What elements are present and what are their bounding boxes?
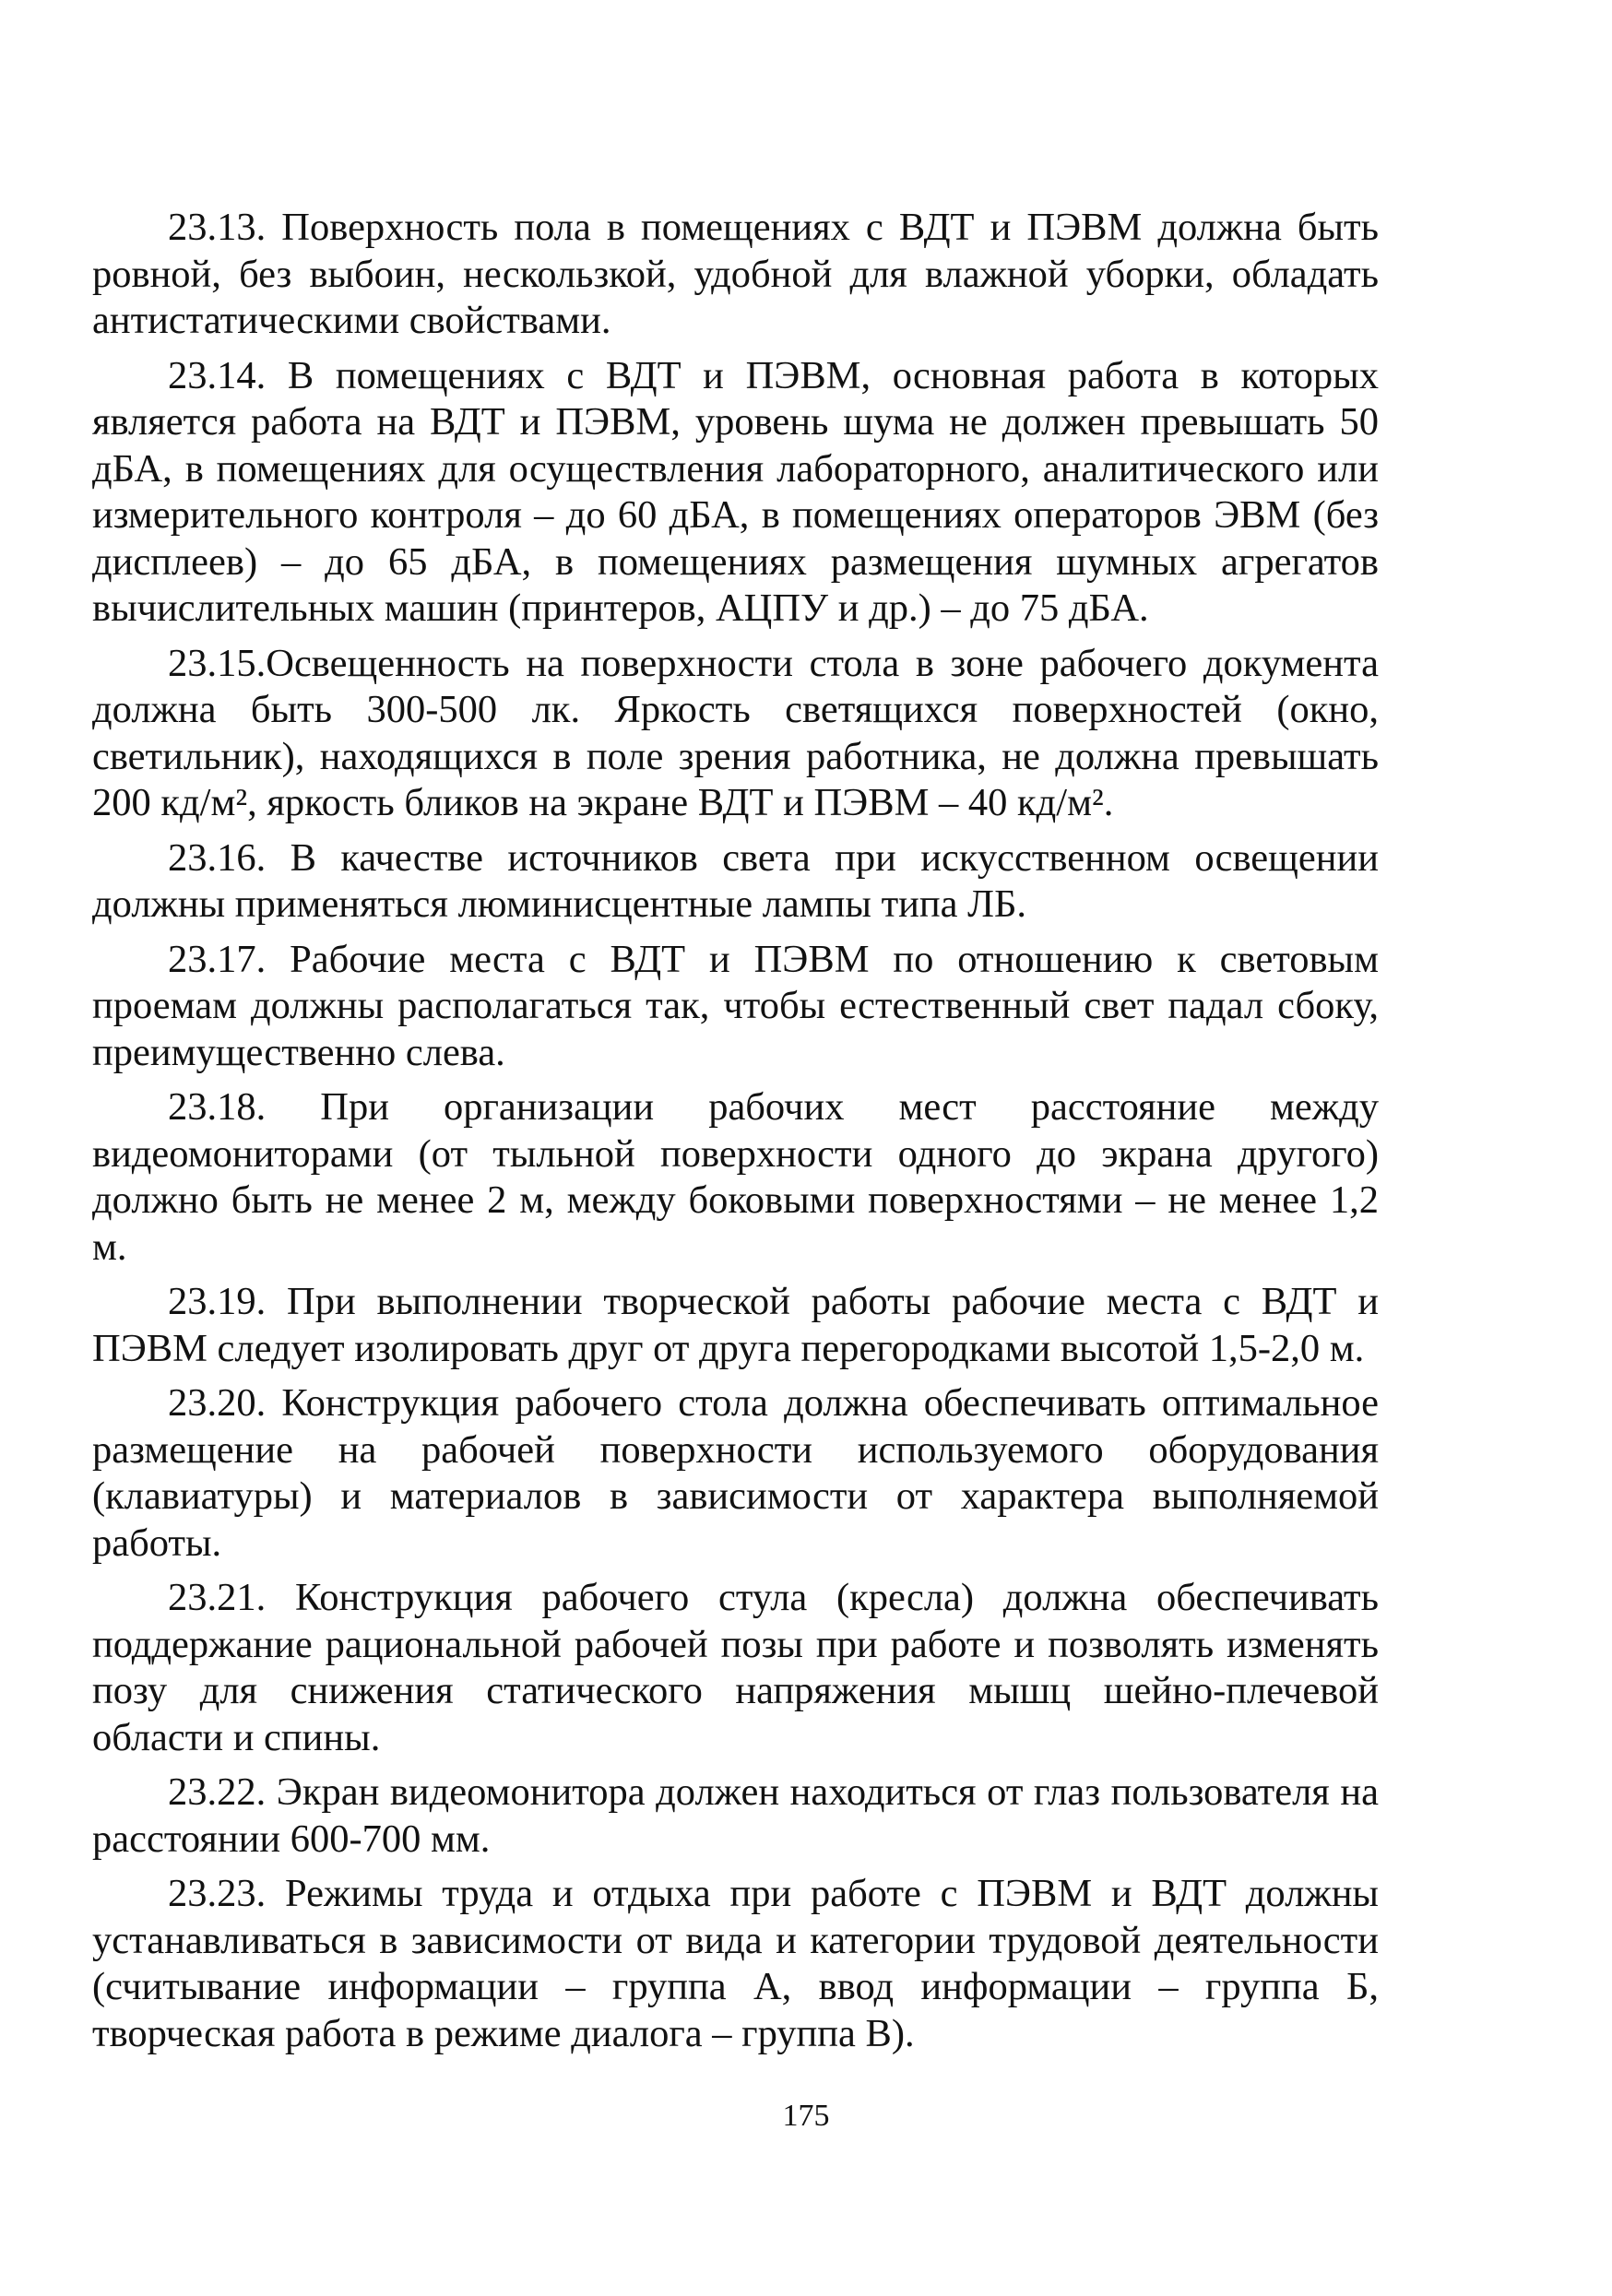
- paragraph-23-15: 23.15.Освещенность на поверхности стола в зоне рабочего документа должна быть 300-500 лк. Яркость светящихся поверхностей (окно, светильник), находящихся в поле зрения работника, не должна превышать 200 кд/м², яркость бликов на экране ВДТ и ПЭВМ – 40 кд/м².: [92, 641, 1379, 824]
- paragraph-23-18: 23.18. При организации рабочих мест расстояние между видеомониторами (от тыльной поверхности одного до экрана другого) должно быть не менее 2 м, между боковыми поверхностями – не менее 1,2 м.: [92, 1085, 1379, 1269]
- paragraph-23-16: 23.16. В качестве источников света при искусственном освещении должны применяться люминисцентные лампы типа ЛБ.: [92, 835, 1379, 926]
- paragraph-23-23: 23.23. Режимы труда и отдыха при работе с ПЭВМ и ВДТ должны устанавливаться в зависимости от вида и категории трудовой деятельности (считывание информации – группа А, ввод информации – группа Б, творческая работа в режиме диалога – группа В).: [92, 1872, 1379, 2055]
- paragraph-23-19: 23.19. При выполнении творческой работы рабочие места с ВДТ и ПЭВМ следует изолировать друг от друга перегородками высотой 1,5-2,0 м.: [92, 1280, 1379, 1370]
- paragraph-23-21: 23.21. Конструкция рабочего стула (кресла) должна обеспечивать поддержание рациональной рабочей позы при работе и позволять изменять позу для снижения статического напряжения мышц шейно-плечевой области и спины.: [92, 1576, 1379, 1759]
- paragraph-23-17: 23.17. Рабочие места с ВДТ и ПЭВМ по отношению к световым проемам должны располагаться так, чтобы естественный свет падал сбоку, преимущественно слева.: [92, 937, 1379, 1074]
- paragraph-23-20: 23.20. Конструкция рабочего стола должна обеспечивать оптимальное размещение на рабочей поверхности используемого оборудования (клавиатуры) и материалов в зависимости от характера выполняемой работы.: [92, 1381, 1379, 1565]
- paragraph-23-13: 23.13. Поверхность пола в помещениях с ВДТ и ПЭВМ должна быть ровной, без выбоин, нескользкой, удобной для влажной уборки, обладать антистатическими свойствами.: [92, 206, 1379, 342]
- paragraph-23-14: 23.14. В помещениях с ВДТ и ПЭВМ, основная работа в которых является работа на ВДТ и ПЭВМ, уровень шума не должен превышать 50 дБА, в помещениях для осуществления лабораторного, аналитического или измерительного контроля – до 60 дБА, в помещениях операторов ЭВМ (без дисплеев) – до 65 дБА, в помещениях размещения шумных агрегатов вычислительных машин (принтеров, АЦПУ и др.) – до 75 дБА.: [92, 353, 1379, 630]
- page-number: 175: [782, 2099, 830, 2133]
- body-text: [92, 205, 1379, 2065]
- paragraph-23-22: 23.22. Экран видеомонитора должен находиться от глаз пользователя на расстоянии 600-700 мм.: [92, 1770, 1379, 1861]
